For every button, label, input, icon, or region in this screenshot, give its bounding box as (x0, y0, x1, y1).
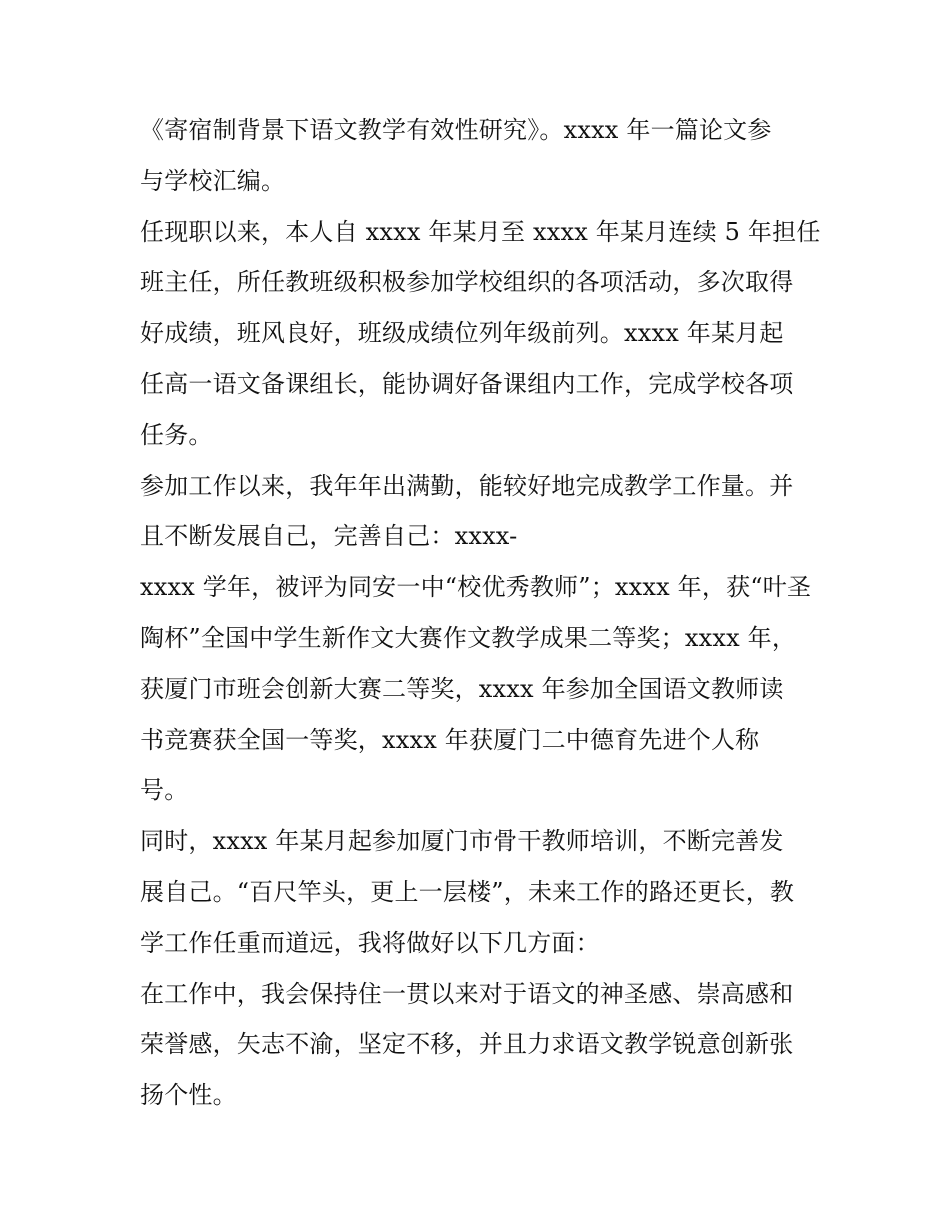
text-line: 号。 (140, 776, 189, 805)
text-line: 好成绩，班风良好，班级成绩位列年级前列。xxxx 年某月起 (140, 319, 784, 348)
text-line: 参加工作以来，我年年出满勤，能较好地完成教学工作量。并 (140, 471, 794, 500)
text-line: 展自己。“百尺竿头，更上一层楼”，未来工作的路还更长，教 (140, 877, 795, 906)
text-line: 任现职以来，本人自 xxxx 年某月至 xxxx 年某月连续 5 年担任 (140, 217, 821, 246)
text-line: 且不断发展自己，完善自己：xxxx- (140, 522, 518, 551)
text-line: 《寄宿制背景下语文教学有效性研究》。xxxx 年一篇论文参 (140, 116, 772, 144)
text-line: 扬个性。 (140, 1081, 237, 1110)
document-body (140, 110, 820, 1126)
text-line: 陶杯”全国中学生新作文大赛作文教学成果二等奖；xxxx 年， (140, 623, 797, 652)
text-line: 荣誉感，矢志不渝，坚定不移，并且力求语文教学锐意创新张 (140, 1030, 794, 1059)
text-line: xxxx 学年，被评为同安一中“校优秀教师”；xxxx 年，获“叶圣 (140, 573, 812, 602)
text-line: 与学校汇编。 (140, 166, 286, 195)
text-line: 任务。 (140, 420, 213, 449)
text-line: 获厦门市班会创新大赛二等奖，xxxx 年参加全国语文教师读 (140, 674, 784, 703)
text-line: 班主任，所任教班级积极参加学校组织的各项活动，多次取得 (140, 268, 794, 297)
text-line: 同时，xxxx 年某月起参加厦门市骨干教师培训，不断完善发 (140, 827, 784, 856)
text-line: 书竞赛获全国一等奖，xxxx 年获厦门二中德育先进个人称 (140, 725, 760, 754)
text-line: 任高一语文备课组长，能协调好备课组内工作，完成学校各项 (140, 369, 794, 398)
text-line: 学工作任重而道远，我将做好以下几方面： (140, 928, 600, 957)
text-line: 在工作中，我会保持住一贯以来对于语文的神圣感、崇高感和 (140, 979, 794, 1008)
